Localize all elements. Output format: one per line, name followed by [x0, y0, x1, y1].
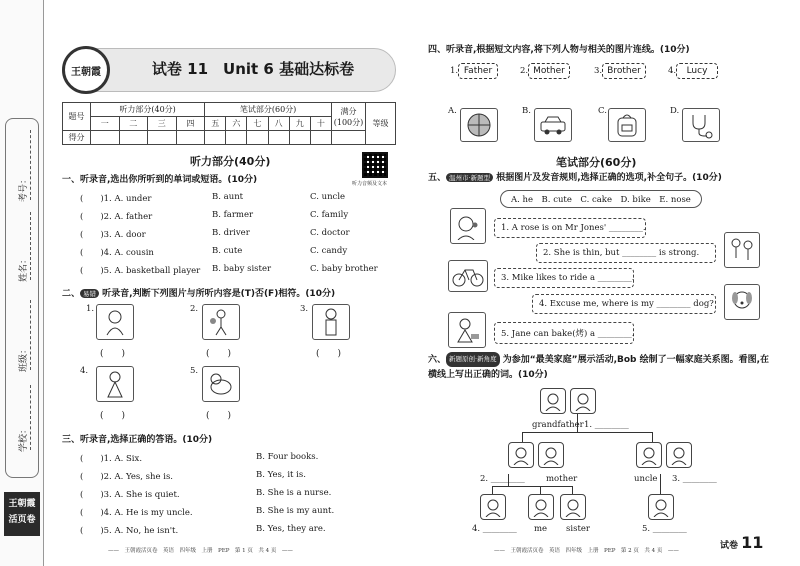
- class-line[interactable]: [30, 300, 31, 370]
- cousin-icon: [483, 497, 503, 517]
- col-2: 二: [119, 117, 148, 131]
- logo-line-2: 活页卷: [8, 515, 36, 525]
- col-6: 六: [226, 117, 247, 131]
- grade-header: 等级: [366, 103, 396, 145]
- q2-answer-1[interactable]: ( ): [100, 349, 126, 359]
- q1-item-5-a: ( )5. A. basketball player: [80, 266, 201, 276]
- page-title: 试卷 11 Unit 6 基础达标卷: [151, 60, 355, 78]
- q1-item-2-a: ( )2. A. father: [80, 212, 153, 222]
- page-tag-prefix: 试卷: [720, 541, 739, 551]
- score-row-label: 得分: [63, 131, 91, 145]
- q6-heading: [428, 352, 774, 383]
- q1-item-4-b: B. cute: [212, 246, 243, 256]
- q4-person-lucy: Lucy: [676, 63, 718, 79]
- me-label: me: [534, 524, 548, 534]
- name-line[interactable]: [30, 212, 31, 280]
- full-score-header: 满分(100分): [332, 103, 366, 131]
- name-label: 姓名：: [19, 254, 29, 282]
- q6-prefix: 六、: [428, 355, 447, 365]
- q1-item-3-b: B. driver: [212, 228, 250, 238]
- q3-item-2-b: B. Yes, it is.: [256, 470, 306, 480]
- exam-number-line[interactable]: [30, 130, 31, 200]
- col-8: 八: [268, 117, 289, 131]
- score-cell[interactable]: [247, 131, 268, 145]
- q1-item-5-c: C. baby brother: [310, 264, 378, 274]
- schoolbag-icon: [614, 111, 640, 139]
- q3-item-5-a: ( )5. A. No, he isn't.: [80, 526, 179, 536]
- q3-item-3-a: ( )3. A. She is quiet.: [80, 490, 180, 500]
- tree-line: [660, 474, 661, 494]
- q4-picture-a: [460, 108, 498, 142]
- dog-icon: [206, 369, 236, 399]
- q3-item-4-a: ( )4. A. He is my uncle.: [80, 508, 193, 518]
- q4-num-2: 2.: [520, 66, 529, 76]
- q2-heading: [62, 286, 335, 299]
- q2-picture-2: [202, 304, 240, 340]
- grandmother-portrait: [570, 388, 596, 414]
- score-cell[interactable]: [119, 131, 148, 145]
- tree-line: [522, 432, 652, 433]
- school-line[interactable]: [30, 385, 31, 450]
- tree-line: [540, 486, 541, 494]
- family-tree: [428, 384, 774, 540]
- q1-item-2-b: B. farmer: [212, 210, 254, 220]
- listening-section-title: 听力部分(40分): [190, 155, 271, 168]
- score-cell[interactable]: [268, 131, 289, 145]
- q1-item-3-a: ( )3. A. door: [80, 230, 146, 240]
- footer-left: —— 王朝霞活页卷 英语 四年级 上册 PEP 第 1 页 共 4 页 ——: [108, 548, 293, 554]
- q4-heading: 四、听录音,根据短文内容,将下列人物与相关的图片连线。(10分): [428, 45, 690, 55]
- q5-sentence-4[interactable]: 4. Excuse me, where is my ________ dog?: [532, 294, 716, 314]
- q6-tag: 新题原创·新角度: [446, 352, 500, 367]
- woman-icon: [100, 369, 130, 399]
- q1-item-1-a: ( )1. A. under: [80, 194, 152, 204]
- brand-logo: [4, 492, 40, 536]
- blank-2[interactable]: 2. ________: [480, 474, 525, 484]
- q3-item-1-b: B. Four books.: [256, 452, 319, 462]
- score-cell[interactable]: [205, 131, 226, 145]
- q4-num-3: 3.: [594, 66, 603, 76]
- uncle-portrait: [636, 442, 662, 468]
- q4-person-mother: Mother: [528, 63, 570, 79]
- mother-label: mother: [546, 474, 578, 484]
- grandfather-icon: [543, 391, 563, 411]
- cousin-girl-icon: [651, 497, 671, 517]
- q3-item-3-b: B. She is a nurse.: [256, 488, 332, 498]
- score-cell[interactable]: [310, 131, 331, 145]
- logo-line-1: 王朝霞: [8, 499, 36, 509]
- q2-picture-3: [312, 304, 350, 340]
- basketball-icon: [465, 111, 493, 139]
- sister-icon: [563, 497, 583, 517]
- blank-3[interactable]: 3. ________: [672, 474, 717, 484]
- listening-header: 听力部分(40分): [91, 103, 205, 117]
- col-10: 十: [310, 117, 331, 131]
- stethoscope-icon: [687, 111, 715, 139]
- man-icon: [316, 307, 346, 337]
- col-5: 五: [205, 117, 226, 131]
- q4-picture-d: [682, 108, 720, 142]
- q4-picture-b: [534, 108, 572, 142]
- q2-answer-4[interactable]: ( ): [100, 411, 126, 421]
- q2-label-4: 4.: [80, 366, 89, 376]
- man-with-rose-icon: [454, 212, 482, 240]
- q2-picture-4: [96, 366, 134, 402]
- q2-label-3: 3.: [300, 304, 309, 314]
- q4-picture-c: [608, 108, 646, 142]
- col-4: 四: [176, 117, 205, 131]
- grandfather-label: grandfather: [532, 420, 584, 430]
- tree-line: [572, 486, 573, 494]
- score-cell[interactable]: [91, 131, 120, 145]
- q2-answer-3[interactable]: ( ): [316, 349, 342, 359]
- uncle-icon: [639, 445, 659, 465]
- footer-right: —— 王朝霞活页卷 英语 四年级 上册 PEP 第 2 页 共 4 页 ——: [494, 548, 679, 554]
- q2-picture-1: [96, 304, 134, 340]
- q5-picture-1: [450, 208, 486, 244]
- grandmother-icon: [573, 391, 593, 411]
- q5-heading: [428, 170, 722, 183]
- q2-label-2: 2.: [190, 304, 199, 314]
- score-cell[interactable]: [148, 131, 177, 145]
- written-section-title: 笔试部分(60分): [556, 156, 637, 169]
- q5-picture-2: [724, 232, 760, 268]
- col-9: 九: [289, 117, 310, 131]
- q2-answer-2[interactable]: ( ): [206, 349, 232, 359]
- q2-label-5: 5.: [190, 366, 199, 376]
- q5-sentence-2[interactable]: 2. She is thin, but ________ is strong.: [536, 243, 716, 263]
- q5-tag: 温州市·新题型: [446, 173, 493, 182]
- q5-sentence-3[interactable]: 3. Mike likes to ride a ________.: [494, 268, 634, 288]
- q1-item-1-b: B. aunt: [212, 192, 244, 202]
- aunt-portrait: [666, 442, 692, 468]
- col-1: 一: [91, 117, 120, 131]
- q4-pic-label-b: B.: [522, 106, 531, 116]
- blank-4[interactable]: 4. ________: [472, 524, 517, 534]
- written-header: 笔试部分(60分): [205, 103, 332, 117]
- q5-picture-5: [448, 312, 486, 348]
- me-portrait: [528, 494, 554, 520]
- q4-person-father: Father: [458, 63, 498, 79]
- q5-text: 根据图片及发音规则,选择正确的选项,补全句子。(10分): [496, 173, 722, 183]
- boy-and-girl-icon: [727, 236, 757, 264]
- mother-portrait: [538, 442, 564, 468]
- col-7: 七: [247, 117, 268, 131]
- cousin-portrait: [480, 494, 506, 520]
- blank-5[interactable]: 5. ________: [642, 524, 687, 534]
- q5-prefix: 五、: [428, 173, 447, 183]
- mother-icon: [541, 445, 561, 465]
- q5-picture-4: [724, 284, 760, 320]
- class-label: 班级：: [19, 344, 29, 372]
- score-cell[interactable]: [289, 131, 310, 145]
- q1-item-4-c: C. candy: [310, 246, 348, 256]
- tree-line: [492, 486, 572, 487]
- q5-options: A. he B. cute C. cake D. bike E. nose: [500, 190, 702, 208]
- grandfather-portrait: [540, 388, 566, 414]
- score-cell[interactable]: [176, 131, 205, 145]
- girl-icon: [100, 307, 130, 337]
- q4-num-1: 1.: [450, 66, 459, 76]
- me-icon: [531, 497, 551, 517]
- school-label: 学校：: [19, 424, 29, 452]
- score-cell[interactable]: [332, 131, 366, 145]
- exam-number-label: 考号：: [19, 174, 29, 202]
- q2-prefix: 二、: [62, 289, 81, 299]
- q3-item-5-b: B. Yes, they are.: [256, 524, 326, 534]
- basketball-player-icon: [206, 307, 236, 337]
- q4-person-brother: Brother: [602, 63, 646, 79]
- q3-item-2-a: ( )2. A. Yes, she is.: [80, 472, 174, 482]
- cousin-girl-portrait: [648, 494, 674, 520]
- q5-sentence-5[interactable]: 5. Jane can bake(烤) a ________.: [494, 322, 634, 344]
- police-car-icon: [538, 113, 568, 137]
- tree-line: [492, 486, 493, 494]
- q5-picture-3: [448, 260, 488, 292]
- puppy-icon: [728, 288, 756, 316]
- page-tag-number: 11: [741, 533, 764, 552]
- q1-item-5-b: B. baby sister: [212, 264, 272, 274]
- q2-tag: 易错: [80, 289, 99, 298]
- uncle-label: uncle: [634, 474, 658, 484]
- q3-item-1-a: ( )1. A. Six.: [80, 454, 143, 464]
- q3-item-4-b: B. She is my aunt.: [256, 506, 335, 516]
- score-cell[interactable]: [226, 131, 247, 145]
- q2-picture-5: [202, 366, 240, 402]
- q6-text: 为参加“最美家庭”展示活动,Bob 绘制了一幅家庭关系图。看图,在横线上写出正确的词。(10分): [428, 355, 770, 380]
- q1-item-1-c: C. uncle: [310, 192, 346, 202]
- father-portrait: [508, 442, 534, 468]
- tree-line: [652, 432, 653, 442]
- girl-baking-icon: [453, 316, 481, 344]
- q3-heading: 三、听录音,选择正确的答语。(10分): [62, 435, 213, 445]
- page-tag: [720, 533, 763, 552]
- col-3: 三: [148, 117, 177, 131]
- q5-sentence-1[interactable]: 1. A rose is on Mr Jones' ________.: [494, 218, 646, 238]
- q4-pic-label-c: C.: [598, 106, 607, 116]
- q4-pic-label-a: A.: [448, 106, 457, 116]
- q4-pic-label-d: D.: [670, 106, 680, 116]
- sister-portrait: [560, 494, 586, 520]
- tree-line: [522, 432, 523, 442]
- q1-heading: 一、听录音,选出你所听到的单词或短语。(10分): [62, 175, 258, 185]
- qr-code[interactable]: [362, 152, 388, 178]
- q1-item-2-c: C. family: [310, 210, 349, 220]
- q2-label-1: 1.: [86, 304, 95, 314]
- binding-strip: [0, 0, 44, 566]
- question-number-header: 题号: [63, 103, 91, 131]
- bike-icon: [451, 264, 485, 288]
- q1-item-4-a: ( )4. A. cousin: [80, 248, 154, 258]
- q2-text: 听录音,判断下列图片与所听内容是(T)否(F)相符。(10分): [102, 289, 336, 299]
- q2-answer-5[interactable]: ( ): [206, 411, 232, 421]
- q4-num-4: 4.: [668, 66, 677, 76]
- sister-label: sister: [566, 524, 590, 534]
- brand-badge: 王朝霞: [62, 46, 110, 94]
- score-table: [62, 102, 396, 145]
- qr-caption: 听力音频及文本: [352, 181, 388, 187]
- father-icon: [511, 445, 531, 465]
- q1-item-3-c: C. doctor: [310, 228, 350, 238]
- blank-1[interactable]: 1. ________: [584, 420, 629, 430]
- aunt-icon: [669, 445, 689, 465]
